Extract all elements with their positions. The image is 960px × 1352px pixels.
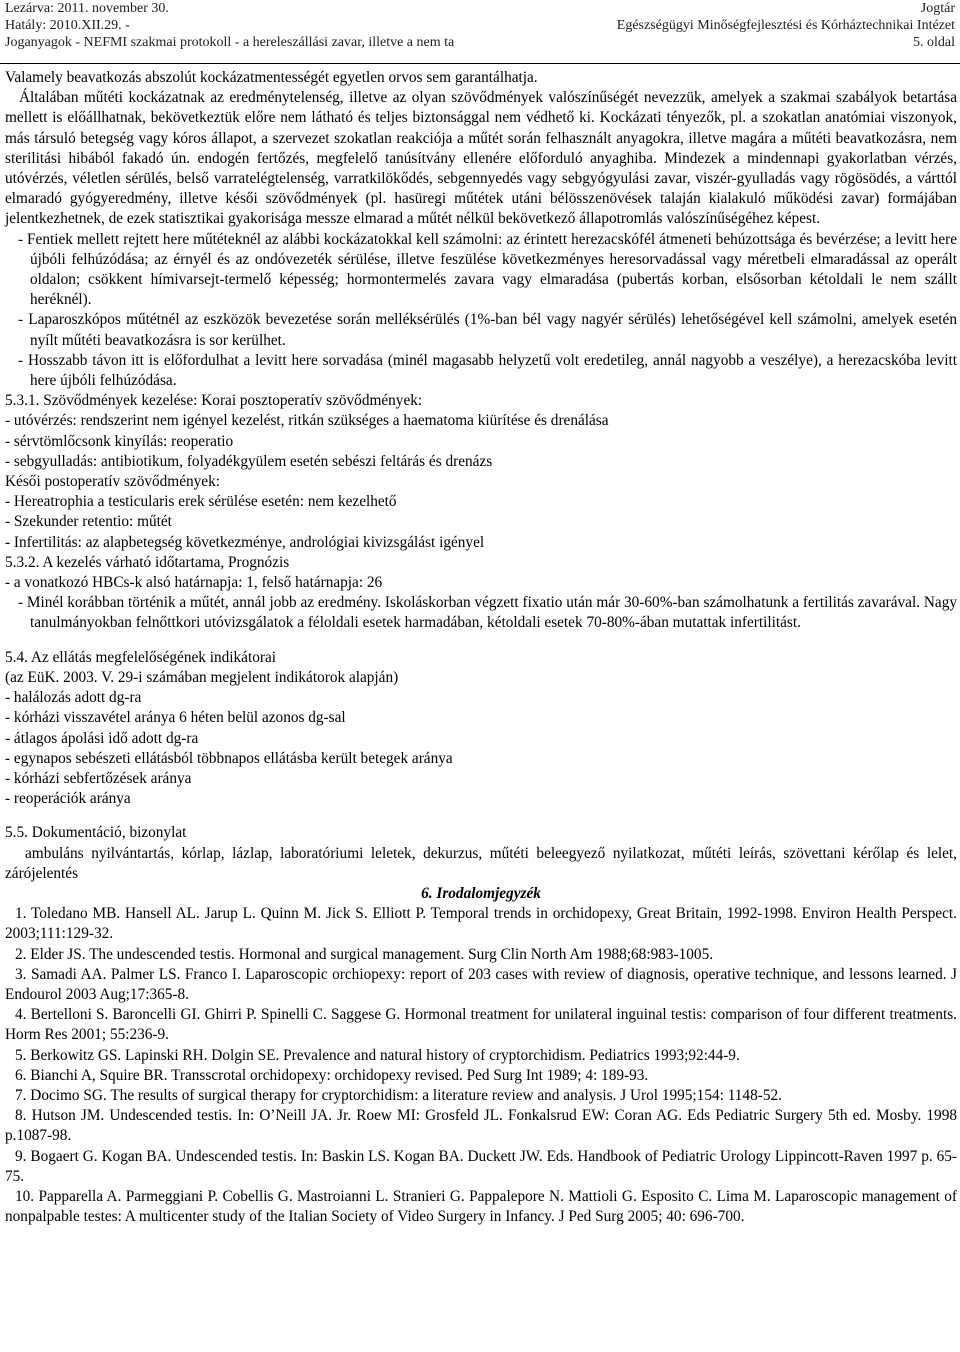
risk-bullet-long-term: - Hosszabb távon itt is előfordulhat a levitt here sorvadása (minél magasabb helyzetű volt eredetileg, annál nagyobb a veszélye), a herezacskóba levitt here újbóli felhúzódása. [18, 351, 957, 390]
list-item: - a vonatkozó HBCs-k alsó határnapja: 1, felső határnapja: 26 [5, 574, 383, 592]
reference-item: 7. Docimo SG. The results of surgical therapy for cryptorchidism: a literature review and analysis. J Urol 1995;154: 1148-52. [15, 1086, 782, 1104]
reference-item: 10. Papparella A. Parmeggiani P. Cobellis G. Mastroianni L. Stranieri G. Pappalepore N. Mattioli G. Esposito C. Lima M. Laparoscopic management of nonpalpable testes: A multicenter study of the Italian Society of Video Surgery in Infancy. J Ped Surg 2005; 40: 696-700. [5, 1187, 957, 1226]
section-5-4-subheading: (az EüK. 2003. V. 29-i számában megjelent indikátorok alapján) [5, 668, 399, 686]
reference-item: 5. Berkowitz GS. Lapinski RH. Dolgin SE. Prevalence and natural history of cryptorchidism. Pediatrics 1993;92:44-9. [15, 1046, 740, 1064]
paragraph-risk-definition: Általában műtéti kockázatnak az eredménytelenség, illetve az olyan szövődmények valószínűségét nevezzük, amelyek a szakmai szabályok betartása mellett is előállhatnak, bekövetkeztük előre nem látható és teljes biztonsággal nem védhető ki. Kockázati tényezők, pl. a szokatlan anatómiai viszonyok, más társuló betegség vagy kóros állapot, a szervezet szokatlan reakciója a műtét során felhasznált anyagokra, illetve magára a műtéti beavatkozásra, nem sterilitási hibából fakadó ún. endogén fertőzés, megfelelő tanúsítvány ellenére előforduló anyaghiba. Mindezek a mindennapi gyakorlatban vérzés, utóvérzés, véletlen sérülés, belső varratelégtelenség, varratkilökődés, sebgennyedés vagy sebgyógyulási zavar, viszér-gyulladás vagy rögösödés, a várttól elmaradó gyógyeredmény, illetve késői szövődmények (pl. hasüregi műtétek utáni bélösszenövések talaján kialakuló működési zavar) formájában jelentkezhetnek, de ezek statisztikai gyakorisága messze elmarad a műtét nélkül bekövetkező állapotromlás valószínűségéhez képest. [5, 89, 957, 228]
paragraph-guarantee: Valamely beavatkozás abszolút kockázatmentességét egyetlen orvos sem garantálhatja. [5, 69, 538, 86]
document-body [5, 68, 957, 1227]
risk-bullet-hidden-testis: - Fentiek mellett rejtett here műtéteknél az alábbi kockázatokkal kell számolni: az érintett herezacskófél átmeneti behúzottsága és bevérzése; a levitt here újbóli felhúzódása; az érnyél és az ondóvezeték sérülése, illetve feszülése következményes heresorvadással vagy méretbeli elmaradással az operált oldalon; csökkent hímivarsejt-termelő képesség; hormontermelés zavara vagy elmaradása (pubertás korban, elsősorban kétoldali le nem szállt heréknél). [18, 230, 957, 309]
list-item: - reoperációk aránya [5, 790, 131, 808]
header-institute: Egészségügyi Minőségfejlesztési és Kórháztechnikai Intézet [616, 18, 955, 33]
list-item: - átlagos ápolási idő adott dg-ra [5, 729, 199, 747]
list-item: - halálozás adott dg-ra [5, 689, 142, 707]
list-item: - egynapos sebészeti ellátásból többnapos ellátásba került betegek aránya [5, 749, 453, 767]
paragraph-documentation: ambuláns nyilvántartás, kórlap, lázlap, laboratóriumi leletek, dekurzus, műtéti beleegyező nyilatkozat, műtéti leírás, szövettani kérőlap és lelet, zárójelentés [5, 844, 957, 882]
reference-item: 4. Bertelloni S. Baroncelli GI. Ghirri P. Spinelli C. Saggese G. Hormonal treatment for unilateral inguinal testis: comparison of four different treatments. Horm Res 2001; 55:236-9. [5, 1006, 957, 1044]
bibliography-title: 6. Irodalomjegyzék [421, 884, 541, 902]
list-item: - Szekunder retentio: műtét [5, 513, 172, 531]
list-item: - kórházi sebfertőzések aránya [5, 769, 192, 787]
header-left [5, 0, 454, 51]
header-page-number: 5. oldal [913, 35, 955, 50]
spacer [5, 809, 957, 823]
reference-item: 2. Elder JS. The undescended testis. Hormonal and surgical management. Surg Clin North Am 1988;68:983-1005. [15, 945, 714, 963]
section-5-4-heading: 5.4. Az ellátás megfelelőségének indikátorai [5, 648, 276, 666]
page-header [0, 0, 960, 68]
header-closed-date: Lezárva: 2011. november 30. [5, 1, 169, 16]
spacer [5, 634, 957, 648]
reference-item: 9. Bogaert G. Kogan BA. Undescended testis. In: Baskin LS. Kogan BA. Duckett JW. Eds. Handbook of Pediatric Urology Lippincott-Raven 1997 p. 65-75. [5, 1147, 957, 1185]
list-item: - utóvérzés: rendszerint nem igényel kezelést, ritkán szükséges a haematoma kiürítése és drenálása [5, 412, 609, 430]
reference-item: 8. Hutson JM. Undescended testis. In: O’Neill JA. Jr. Roew MI: Grosfeld JL. Fonkalsrud EW: Coran AG. Eds Pediatric Surgery 5th ed. Mosby. 1998 p.1087-98. [5, 1107, 957, 1145]
list-item: - Infertilitás: az alapbetegség következménye, andrológiai kivizsgálást igényel [5, 533, 485, 551]
header-source: Jogtár [920, 1, 955, 16]
late-complications-heading: Késői postoperatív szövődmények: [5, 473, 220, 491]
header-effective-date: Hatály: 2010.XII.29. - [5, 18, 130, 33]
list-item: - Minél korábban történik a műtét, annál jobb az eredmény. Iskoláskorban végzett fixatio után már 30-60%-ban számolhatunk a fertilitás zavarával. Nagy tanulmányokban felnőttkori utóvizsgálatok a féloldali esetek harmadában, kétoldali esetek 70-80%-ában mutattak infertilitást. [18, 594, 958, 632]
reference-item: 6. Bianchi A, Squire BR. Transscrotal orchidopexy: orchidopexy revised. Ped Surg Int 1989; 4: 189-93. [15, 1066, 649, 1084]
risk-bullet-laparoscopy: - Laparoszkópos műtétnél az eszközök bevezetése során melléksérülés (1%-ban bél vagy nagyér sérülés) lehetőségével kell számolni, amelyek esetén nyílt műtéti beavatkozásra is sor kerülhet. [18, 311, 957, 349]
list-item: - sérvtömlőcsonk kinyílás: reoperatio [5, 432, 234, 450]
section-5-3-1-heading: 5.3.1. Szövődmények kezelése: Korai posztoperatív szövődmények: [5, 392, 423, 410]
reference-item: 1. Toledano MB. Hansell AL. Jarup L. Quinn M. Jick S. Elliott P. Temporal trends in orchidopexy, Great Britain, 1992-1998. Environ Health Perspect. 2003;111:129-32. [5, 905, 957, 943]
section-5-5-heading: 5.5. Dokumentáció, bizonylat [5, 824, 187, 842]
list-item: - kórházi visszavétel aránya 6 héten belül azonos dg-sal [5, 709, 346, 727]
section-5-3-2-heading: 5.3.2. A kezelés várható időtartama, Prognózis [5, 553, 290, 571]
list-item: - Hereatrophia a testicularis erek sérülése esetén: nem kezelhető [5, 493, 397, 511]
reference-item: 3. Samadi AA. Palmer LS. Franco I. Laparoscopic orchiopexy: report of 203 cases with review of diagnosis, operative technique, and lessons learned. J Endourol 2003 Aug;17:365-8. [5, 965, 957, 1003]
list-item: - sebgyulladás: antibiotikum, folyadékgyülem esetén sebészi feltárás és drenázs [5, 452, 493, 470]
header-divider [0, 63, 960, 64]
header-document-path: Joganyagok - NEFMI szakmai protokoll - a hereleszállási zavar, illetve a nem ta [5, 35, 455, 50]
header-right [617, 0, 955, 51]
